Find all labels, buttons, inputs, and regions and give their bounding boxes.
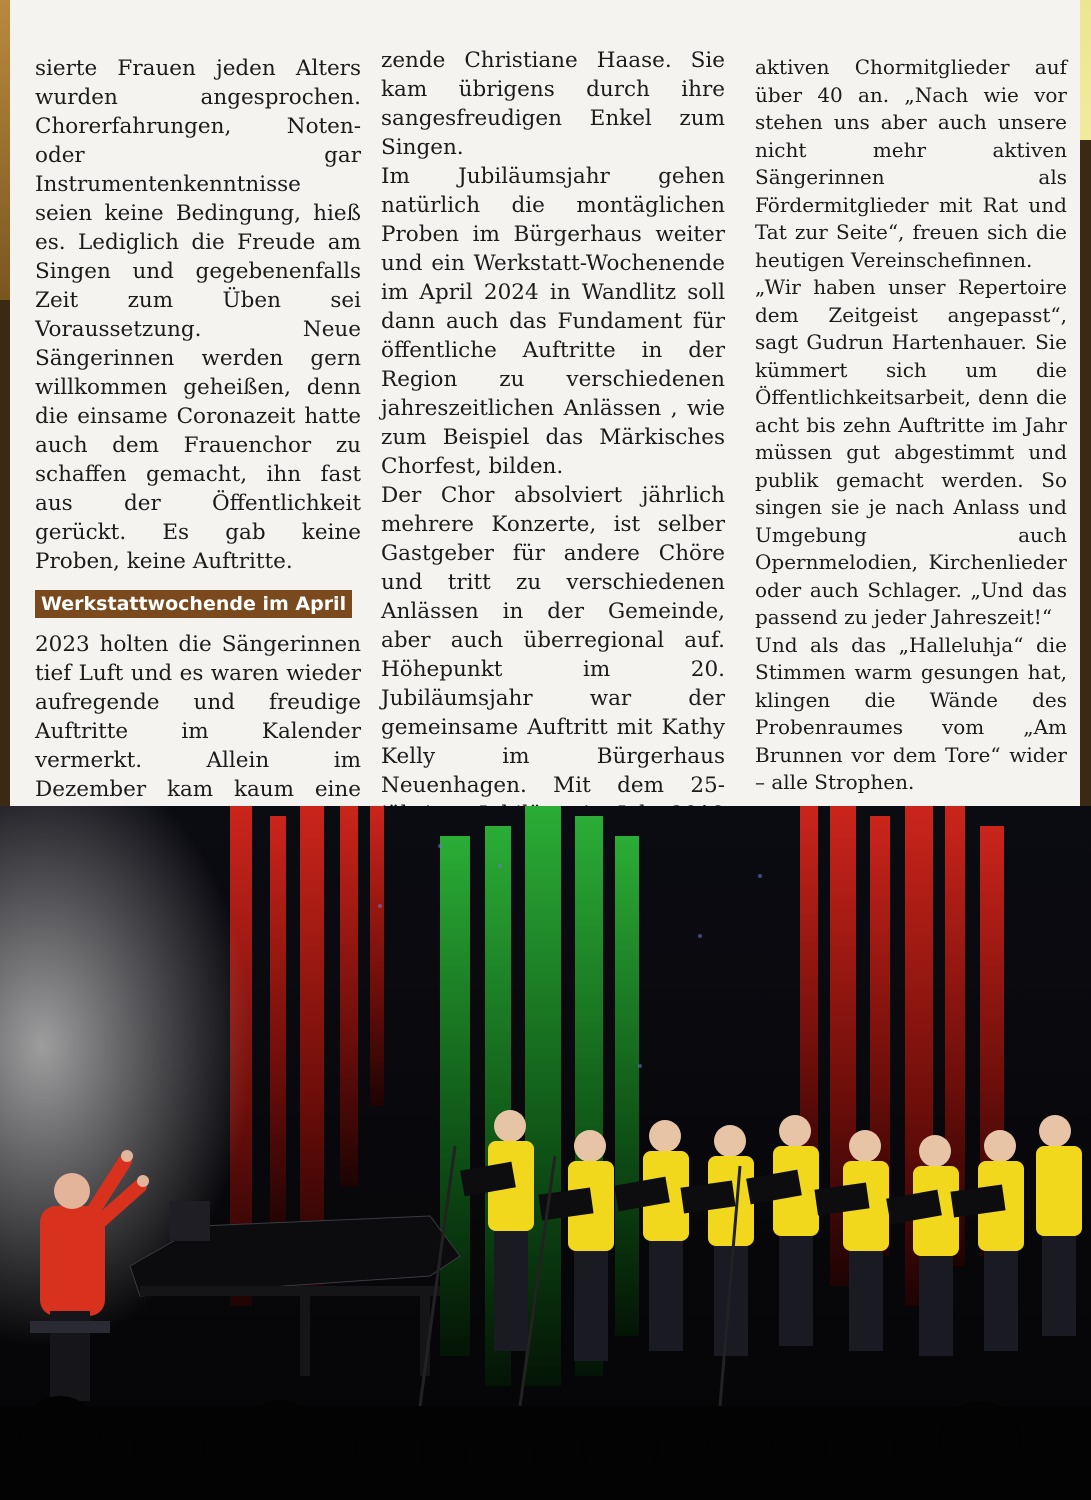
paragraph: Und als das „Halleluhja“ die Stimmen warm gesungen hat, klingen die Wände des Probenraumes vom „Am Brunnen vor dem Tore“ wider – alle Strophen. [755,632,1067,794]
article-text [25,40,1075,800]
paragraph: aktiven Chormitglieder auf über 40 an. „Nach wie vor stehen uns aber auch unsere nicht mehr aktiven Sängerinnen als Fördermitglieder mit Rat und Tat zur Seite“, freuen sich die heutigen Vereinschefinnen. [755,55,1067,272]
choir-concert-photo [0,806,1091,1500]
paragraph: Der Chor absolviert jährlich mehrere Konzerte, ist selber Gastgeber für andere Chöre und tritt zu verschiedenen Anlässen in der Gemeinde, aber auch überregional auf. Höhepunkt im 20. Jubiläumsjahr war der gemeinsame Auftritt mit Kathy Kelly im Bürgerhaus Neuenhagen. Mit dem 25- [381,483,725,798]
paragraph: sierte Frauen jeden Alters wurden angesprochen. Chorerfahrungen, Noten- oder gar Instrumentenkenntnisse seien keine Bedingung, hieß es. Lediglich die Freude am Singen und gegebenenfalls Zeit zum Üben sei Voraussetzung. Neue Sängerinnen werden gern willkommen geheißen, denn die einsame Coronazeit hatte auch dem Frauenchor zu schaffen gemacht, ihn fast aus der Öffentlichkeit gerückt. Es gab keine Proben, keine Auftritte. [35,56,361,574]
paragraph: 2023 holten die Sängerinnen tief Luft und es waren wieder aufregende und freudige Auftritte im Kalender vermerkt. Allein im Dezember kam kaum eine [35,632,361,802]
column-3 [755,54,1067,797]
paragraph: „Wir haben unser Repertoire dem Zeitgeist angepasst“, sagt Gudrun Hartenhauer. Sie kümmert sich um die Öffentlichkeitsarbeit, denn die acht bis zehn Auftritte im Jahr müssen gut abgestimmt und publik gemacht werden. So singen sie je nach Anlass und Umgebung auch Opernmelodien, Kirchenlieder oder auch Schlager. „Und das passend zu jeder Jahreszeit!“ [755,275,1067,629]
audience-silhouettes [0,1396,1091,1500]
column-2 [381,46,725,858]
paragraph: zende Christiane Haase. Sie kam übrigens durch ihre sangesfreudigen Enkel zum Singen. [381,48,725,160]
section-subheading: Werkstattwochende im April [35,590,352,618]
choir-stage-illustration [0,806,1091,1500]
paragraph: Im Jubiläumsjahr gehen natürlich die montäglichen Proben im Bürgerhaus weiter und ein Werkstatt-Wochenende im April 2024 in Wandlitz soll dann auch das Fundament für öffentliche Auftritte in der Region zu verschiedenen jahreszeitlichen Anlässen , wie zum Beispiel das Märkisches Chorfest, bilden. [381,164,725,479]
